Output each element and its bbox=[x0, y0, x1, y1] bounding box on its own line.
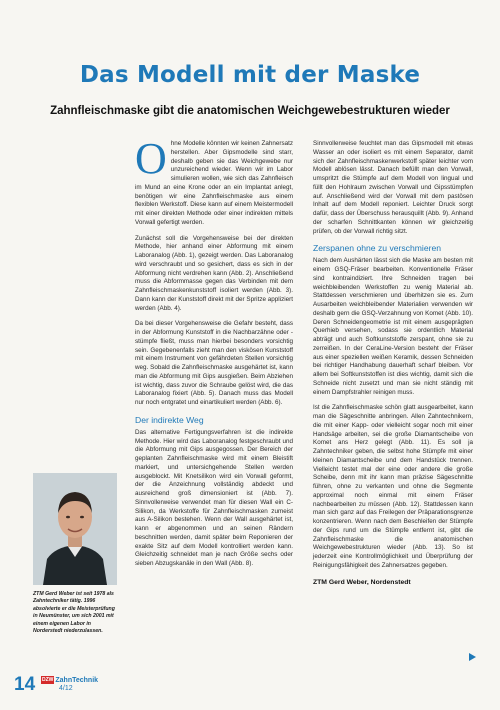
drop-cap: O bbox=[135, 134, 167, 183]
paragraph bbox=[135, 134, 293, 228]
page-number: 14 bbox=[14, 674, 36, 695]
section-heading: Zerspanen ohne zu verschmieren bbox=[313, 243, 442, 254]
paragraph: Da bei dieser Vorgehensweise die Gefahr besteht, dass in der Abformung Kunststoff in die Nachbarzähne oder -stümpfe fließt, muss man hierbei besonders vorsichtig sein. Gegebenenfalls zieht man den viskösen Kunststoff mit einem Instrument von gefährdeten Stellen vorsichtig weg. Sobald die Zahnfleischmaske ausgehärtet ist, kann man die Abformung mit Gips ausgießen. Beim Abziehen ist wichtig, dass zuvor die Schraube gelöst wird, die das Laboranalog fixiert (Abb. 5). Danach muss das Modell nur noch entgratet und einartikuliert werden (Abb. 6). bbox=[135, 320, 293, 406]
paragraph-text: hne Modelle könnten wir keinen Zahnersatz herstellen. Aber Gipsmodelle sind starr, deshalb geben sie das Weichgewebe nur unzureichend wieder. Wenn wir im Labor simulieren wollen, wie sich das Zahnfleisch im Mund an eine Krone oder an ein Implantat anlegt, benötigen wir eine Zahnfleischmaske aus einem flexiblen Werkstoff. Diese kann auf einem Meistermodell mit einer direkten Methode oder einer indirekten mittels Vorwall gefertigt werden. bbox=[135, 140, 293, 226]
section-heading: Der indirekte Weg bbox=[135, 414, 204, 425]
paragraph: Sinnvollerweise feuchtet man das Gipsmodell mit etwas Wasser an oder isoliert es mit einem Separator, damit sich der Zahnfleischmaskenwerkstoff später leichter vom Modell ablösen lässt. Danach befüllt man den Vorwall, umspritzt die Stümpfe auf dem Modell von lingual und füllt den Hohlraum zwischen Vorwall und Gipsstümpfen auf. Anschließend wird der Vorwall mit dem pastösen Inhalt auf dem Modell reponiert. Leichter Druck sorgt dafür, dass der Überschuss herausquillt (Abb. 9). Anhand der scharfen Schnittkanten können wir gleichzeitig prüfen, ob der Vorwall richtig sitzt. bbox=[313, 140, 473, 235]
issue-number: 4/12 bbox=[59, 685, 73, 692]
paragraph: Nach dem Aushärten lässt sich die Maske am besten mit einem GSQ-Fräser bearbeiten. Konventionelle Fräser sind kontraindiziert. Ihre Schneiden tragen bei weichbleibenden Werkstoffen zu wenig Material ab. Stattdessen verschmieren und überhitzen sie es. Zum Ausarbeiten weichbleibender Materialien verwenden wir deshalb gern die GSQ-Verzahnung von Komet (Abb. 10). Deren Schneidengeometrie ist mit einem ausgeprägten Querhieb versehen, sodass sie ordentlich Material abträgt und auch Softkunststoffe zerspant, ohne sie zu zerreißen. In der CeraLine-Version besteht der Fräser aus einer speziellen weißen Keramik, dessen Schneiden bei richtiger Handhabung dauerhaft scharf bleiben. Vor allem bei Softkunststoffen ist dies wichtig, damit sich die Schneide nicht zusetzt und man sie nicht ständig mit einem Dampfstrahler reinigen muss. bbox=[313, 257, 473, 396]
author-portrait-image bbox=[33, 473, 117, 585]
magazine-footer bbox=[41, 676, 98, 693]
text-column-right bbox=[313, 140, 473, 587]
article-title: Das Modell mit der Maske bbox=[79, 62, 421, 88]
continue-arrow-icon bbox=[469, 653, 476, 661]
paragraph: Das alternative Fertigungsverfahren ist die indirekte Methode. Hier wird das Laboranalog festgeschraubt und die Abformung mit Gips ausgegossen. Der Bereich der geplanten Zahnfleischmaske wird mit einem Bleistift markiert, und untersichgehende Stellen werden ausgeblockt. Mit Knetsilikon wird ein Vorwall geformt, der die Anzeichnung vollständig abdeckt und ausreichend groß dimensioniert ist (Abb. 7). Sinnvollerweise verwendet man für diesen Wall ein C-Silikon, da Werkstoffe für Zahnfleischmasken zumeist aus A-Silikon bestehen. Wenn der Wall ausgehärtet ist, kann er abgenommen und an seinen Rändern beschnitten werden, damit später beim Reponieren der exakte Sitz auf dem Modell kontrolliert werden kann. Gleichzeitig schneidet man je nach Größe sechs oder sieben Abzugskanäle in den Wall (Abb. 8). bbox=[135, 428, 293, 567]
paragraph: Ist die Zahnfleischmaske schön glatt ausgearbeitet, kann man die Sägeschnitte anbringen. Allen Zahntechnikern, die mit einer Kapp- oder vielleicht sogar noch mit einer Handsäge arbeiten, sei die große Diamantscheibe von Komet ans Herz gelegt (Abb. 11). Es soll ja Zahntechniker geben, die selbst hohe Stümpfe mit einer kleinen Diamantscheibe und dem Handstück trennen. Vielleicht testet mal der eine oder andere die große Scheibe, denn mit ihr kann man präzise Sägeschnitte führen, ohne zu verkanten und ohne die Segmente approximal noch einmal mit einem Fräser nachbearbeiten zu müssen (Abb. 12). Stattdessen kann man sich ganz auf das Freilegen der Präparationsgrenze konzentrieren. Wenn nach dem Beschleifen der Stümpfe der Gips rund um die Stümpfe entfernt ist, gibt die Zahnfleischmaske die anatomischen Weichgewebestrukturen wieder (Abb. 13). So ist jederzeit eine Kontrollmöglichkeit und Überprüfung der Reinigungsfähigkeit des Zahnersatzes gegeben. bbox=[313, 404, 473, 569]
brand-badge: DZW bbox=[42, 677, 54, 683]
magazine-name: ZahnTechnik bbox=[55, 677, 99, 684]
author-photo bbox=[33, 473, 117, 585]
text-column-left bbox=[135, 134, 293, 576]
author-caption: ZTM Gerd Weber ist seit 1978 als Zahntechniker tätig. 1996 absolvierte er die Meisterprüfung in Neumünster, um sich 2001 mit einem eigenen Labor in Norderstedt niederzulassen. bbox=[33, 591, 115, 635]
paragraph: Zunächst soll die Vorgehensweise bei der direkten Methode, hier anhand einer Abformung mit einem Laboranalog (Abb. 1), gezeigt werden. Das Laboranalog wird verschraubt und so gesichert, dass es sich in der Abformung nicht verdrehen kann (Abb. 2). Anschließend muss die Abformmasse gegen das Verbinden mit dem Zahnfleischmaskenkunststoff isoliert werden (Abb. 3). Dann kann der Kunststoff direkt mit der Spritze appliziert werden (Abb. 4). bbox=[135, 234, 293, 312]
author-signature: ZTM Gerd Weber, Nordenstedt bbox=[313, 578, 411, 586]
article-subtitle: Zahnfleischmaske gibt die anatomischen Weichgewebestrukturen wieder bbox=[50, 105, 450, 117]
